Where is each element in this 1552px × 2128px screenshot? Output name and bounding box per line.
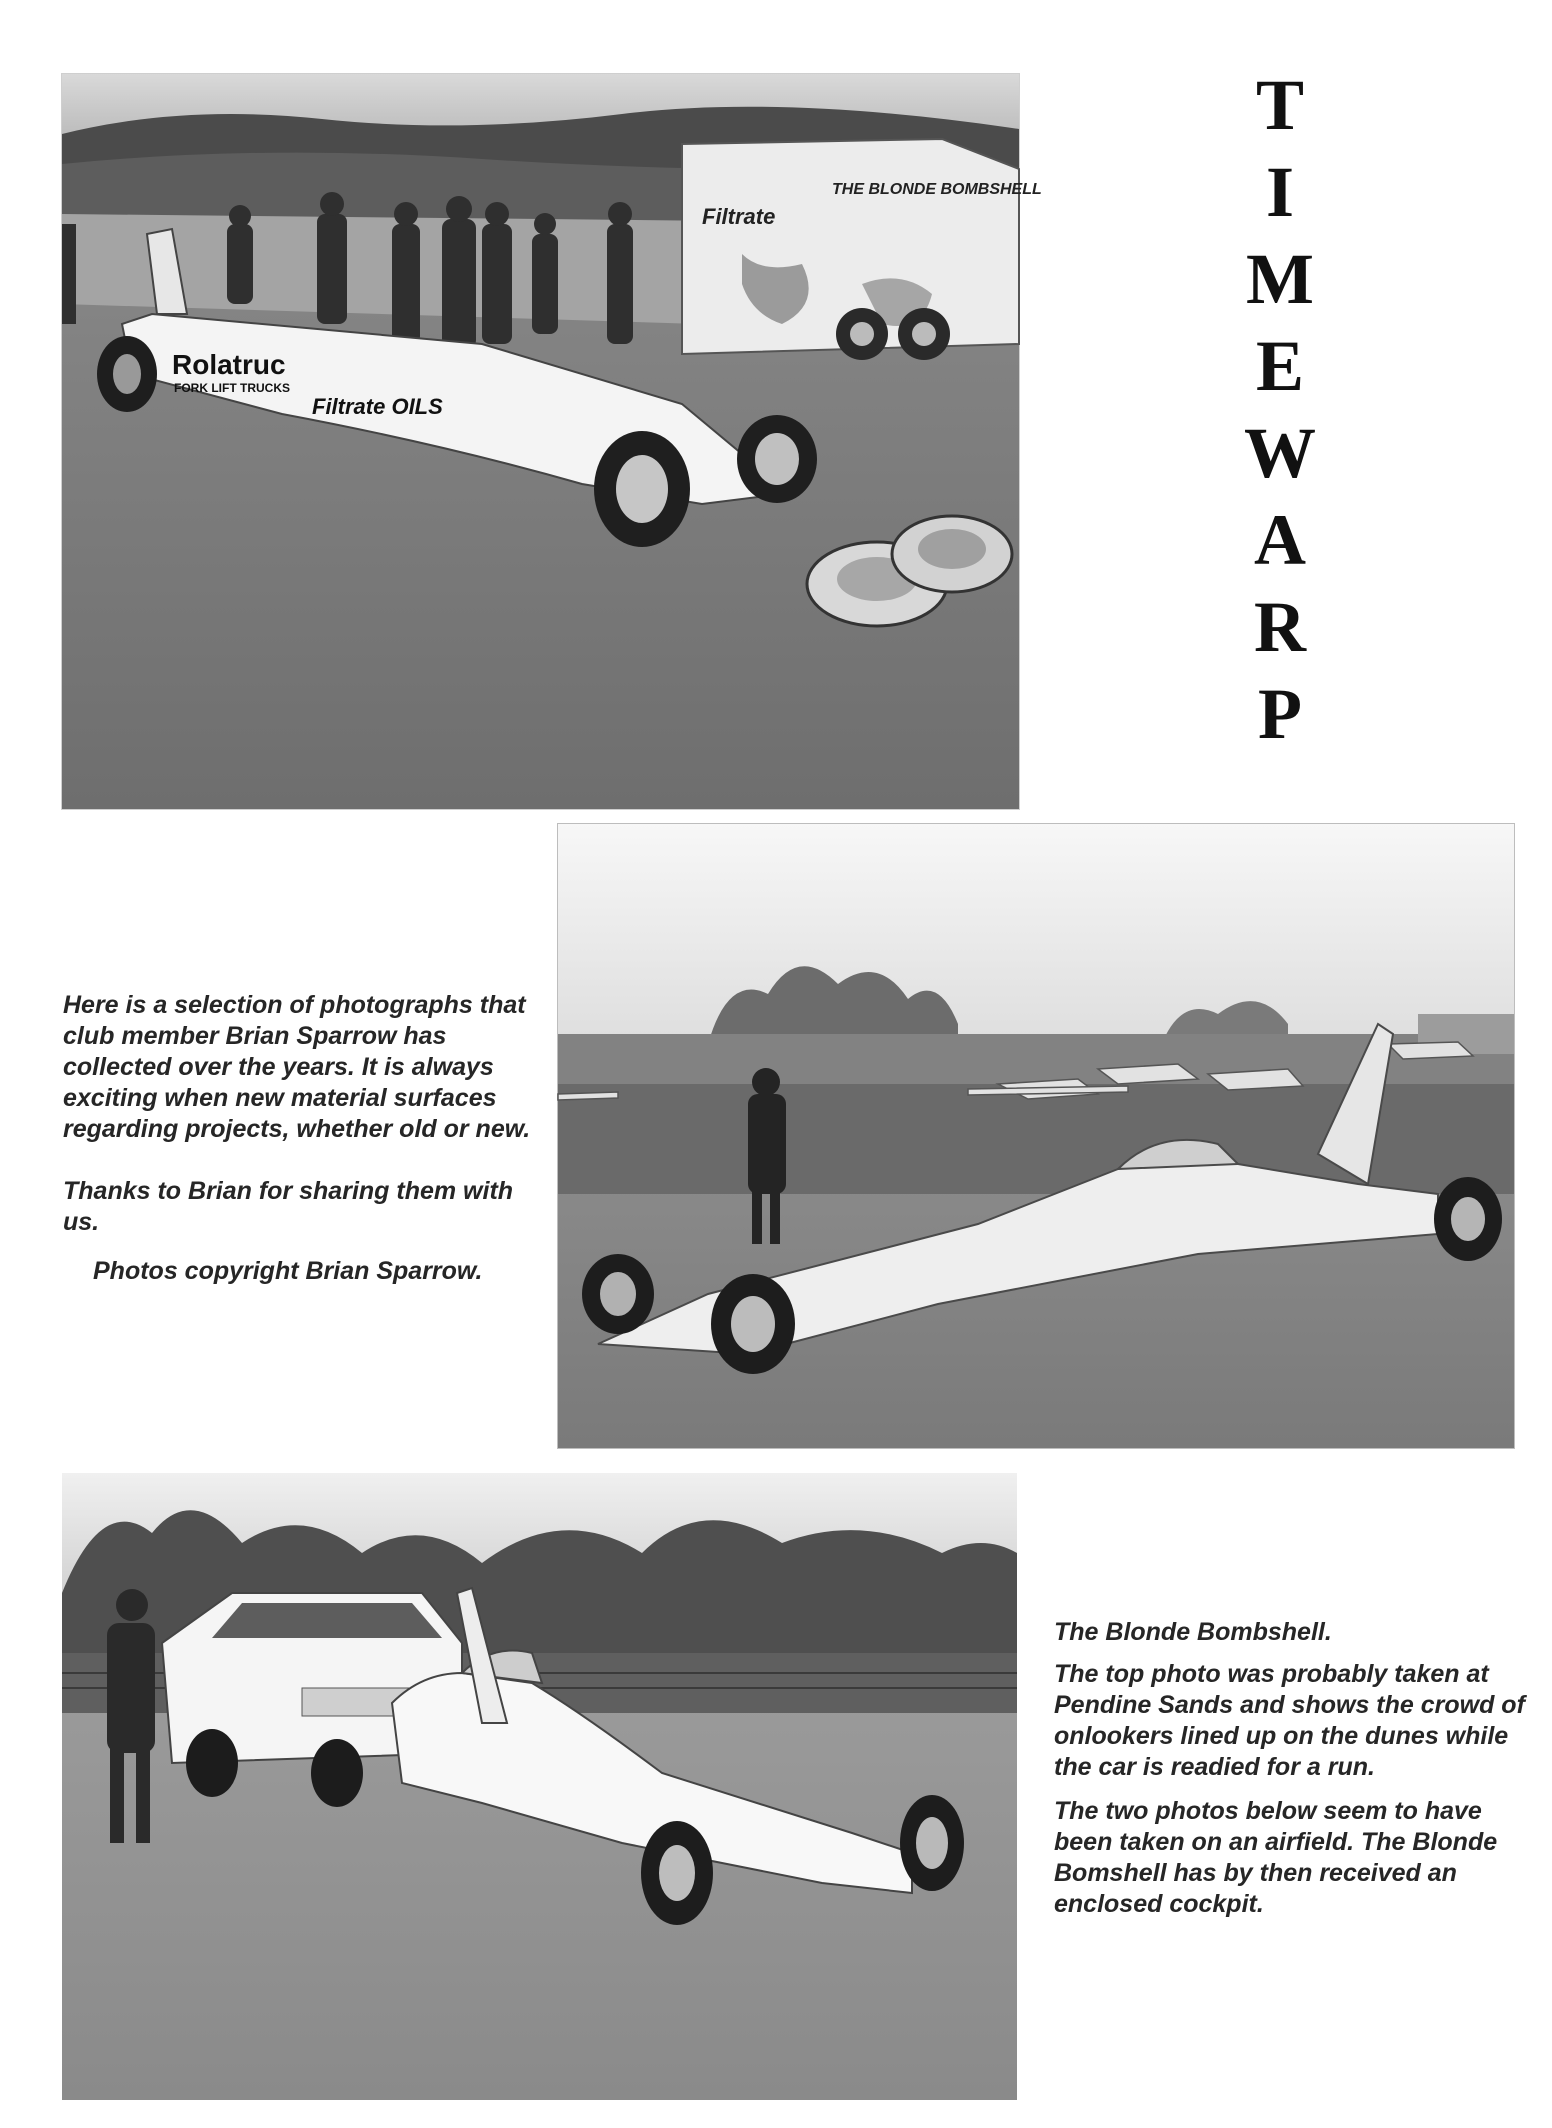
caption-text	[1054, 1617, 1534, 1933]
trailer-brand: Filtrate	[702, 204, 776, 229]
car-sponsor-forklift: FORK LIFT TRUCKS	[174, 381, 290, 395]
title-letter: W	[1244, 413, 1316, 493]
title-letter: R	[1254, 587, 1306, 667]
photo-credit: Photos copyright Brian Sparrow.	[93, 1257, 483, 1285]
title-letter: E	[1255, 326, 1305, 406]
trailer	[682, 139, 1042, 360]
intro-paragraph: Here is a selection of photographs that club member Brian Sparrow has collected over the years. It is always exciting when new material surfaces regarding projects, whether old or new.	[63, 991, 531, 1143]
title-letter: A	[1254, 500, 1306, 580]
trailer-text: THE BLONDE BOMBSHELL	[832, 181, 1042, 198]
car-sponsor-filtrate: Filtrate OILS	[312, 394, 443, 419]
car-sponsor-rolatruc: Rolatruc	[172, 349, 286, 380]
intro-text	[63, 990, 533, 1287]
caption-heading: The Blonde Bombshell.	[1054, 1618, 1332, 1646]
page-title	[1225, 62, 1335, 758]
title-letter: P	[1258, 674, 1302, 754]
caption-paragraph: The top photo was probably taken at Pendine Sands and shows the crowd of onlookers lined up on the dunes while the car is readied for a run.	[1054, 1660, 1525, 1781]
photo-dragster-with-car	[62, 1473, 1017, 2100]
photo-dragster-airfield	[557, 823, 1515, 1449]
title-letter: T	[1255, 65, 1305, 145]
photo-dragster-pendine	[61, 73, 1042, 810]
title-letter: M	[1246, 239, 1314, 319]
title-letter: I	[1265, 152, 1295, 232]
caption-paragraph: The two photos below seem to have been taken on an airfield. The Blonde Bomshell has by then received an enclosed cockpit.	[1054, 1797, 1498, 1918]
thanks-paragraph: Thanks to Brian for sharing them with us.	[63, 1177, 514, 1236]
